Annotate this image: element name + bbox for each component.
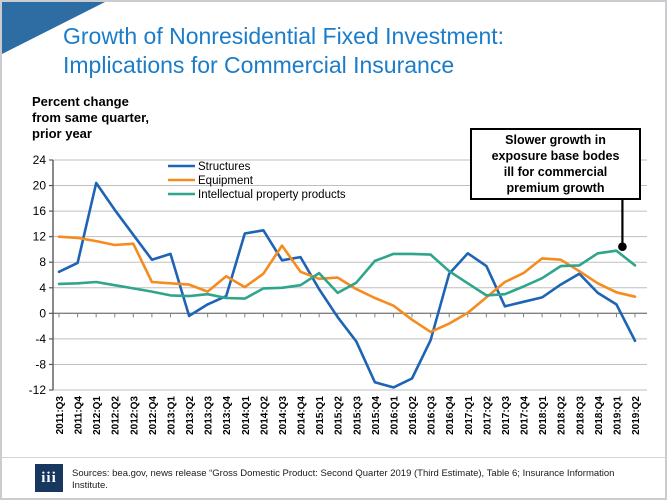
- x-tick-label: 2017:Q3: [500, 396, 512, 435]
- series-line-structures: [59, 183, 635, 387]
- y-tick-label: 12: [32, 229, 46, 244]
- x-tick-label: 2015:Q3: [352, 396, 364, 435]
- x-tick-label: 2012:Q2: [110, 396, 122, 435]
- y-tick-label: 0: [39, 306, 46, 321]
- annotation-callout-box: [470, 128, 641, 200]
- x-tick-label: 2011:Q4: [73, 396, 85, 435]
- x-tick-label: 2018:Q2: [556, 396, 568, 435]
- annotation-line: premium growth: [506, 181, 605, 195]
- x-tick-label: 2014:Q4: [296, 396, 308, 435]
- x-tick-label: 2014:Q2: [259, 396, 271, 435]
- y-tick-label: 16: [32, 204, 46, 219]
- x-tick-label: 2013:Q3: [203, 396, 215, 435]
- x-tick-label: 2013:Q1: [166, 396, 178, 435]
- x-tick-label: 2017:Q4: [519, 396, 531, 435]
- annotation-callout-dot: [618, 242, 627, 251]
- footer-divider: [2, 457, 667, 458]
- y-tick-label: -12: [28, 383, 46, 397]
- x-tick-label: 2011:Q3: [55, 396, 66, 435]
- y-tick-label: 24: [32, 153, 46, 167]
- legend-label: Equipment: [198, 175, 253, 187]
- y-tick-label: -8: [35, 357, 46, 372]
- y-tick-label: 8: [39, 255, 46, 270]
- x-tick-label: 2015:Q4: [370, 396, 382, 435]
- x-tick-label: 2015:Q2: [333, 396, 345, 435]
- annotation-line: Slower growth in: [505, 133, 606, 147]
- y-tick-label: 20: [32, 178, 46, 193]
- y-axis-note-line2: from same quarter,: [32, 110, 150, 125]
- source-attribution: Sources: bea.gov, news release “Gross Domestic Product: Second Quarter 2019 (Third Estimate), Table 6; Insurance Information Institute.: [72, 468, 615, 491]
- annotation-line: ill for commercial: [503, 165, 608, 179]
- legend-label: Intellectual property products: [198, 189, 346, 201]
- slide-title-line1: Growth of Nonresidential Fixed Investment:: [63, 23, 505, 49]
- x-tick-label: 2013:Q2: [185, 396, 197, 435]
- x-tick-label: 2019:Q2: [631, 396, 642, 435]
- iii-logo-text: iii: [41, 469, 57, 486]
- x-tick-label: 2016:Q3: [426, 396, 438, 435]
- x-tick-label: 2013:Q4: [222, 396, 234, 435]
- y-tick-label: -4: [35, 331, 46, 346]
- x-tick-label: 2015:Q1: [315, 396, 327, 435]
- x-tick-label: 2012:Q4: [147, 396, 159, 435]
- annotation-line: exposure base bodes: [491, 149, 620, 163]
- y-tick-label: 4: [39, 280, 46, 295]
- x-tick-label: 2016:Q2: [408, 396, 420, 435]
- x-tick-label: 2016:Q1: [389, 396, 401, 435]
- x-tick-label: 2017:Q2: [482, 396, 494, 435]
- slide-title-line2: Implications for Commercial Insurance: [63, 52, 455, 78]
- x-tick-label: 2017:Q1: [463, 396, 475, 435]
- x-tick-label: 2016:Q4: [445, 396, 457, 435]
- x-tick-label: 2012:Q3: [129, 396, 141, 435]
- y-axis-labels: [29, 153, 47, 397]
- x-tick-label: 2012:Q1: [92, 396, 104, 435]
- x-tick-label: 2014:Q1: [240, 396, 252, 435]
- x-tick-label: 2018:Q3: [575, 396, 587, 435]
- y-axis-note-line3: prior year: [32, 126, 92, 141]
- line-chart: [2, 2, 667, 500]
- legend-label: Structures: [198, 161, 251, 173]
- iii-logo: [35, 464, 63, 492]
- x-tick-label: 2018:Q1: [538, 396, 550, 435]
- x-tick-label: 2018:Q4: [593, 396, 605, 435]
- x-tick-label: 2019:Q1: [612, 396, 624, 435]
- y-axis-note-line1: Percent change: [32, 94, 129, 109]
- x-axis-labels: [55, 396, 642, 435]
- x-tick-label: 2014:Q3: [277, 396, 289, 435]
- legend: [168, 161, 346, 201]
